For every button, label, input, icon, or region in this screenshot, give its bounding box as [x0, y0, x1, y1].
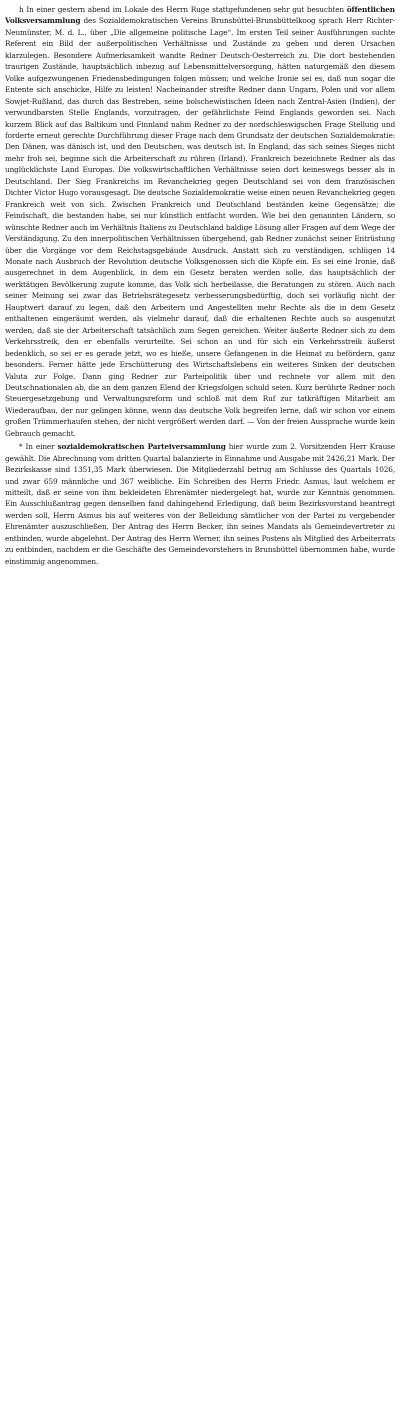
headline-phrase: sozialdemokratischen Parteiversammlung [57, 442, 226, 452]
text-segment: des Sozialdemokratischen Vereins Brunsbüttel-Brunsbüttelkoog sprach Herr Richter-Neumünster, M. d. L., über „Die allgemeine politische Lage“. Im ersten Teil seiner Ausführungen suchte Referent ein Bild der außerpolitischen Verhältnisse und Zustände zu geben und deren Ursachen klarzulegen. Besondere Aufmerksamkeit wandte Redner Deutsch-Oesterreich zu. Die dort bestehenden traurigen Zustände, hauptsächlich inbezug auf Lebensmittelversorgung, hätten naturgemäß den diesem Volke aufgezwungenen Friedensbedingungen folgen müssen; und welche Ironie sei es, daß nun sogar die Entente sich anschicke, Hilfe zu leisten! Nacheinander streifte Redner dann Ungarn, Polen und vor allem Sowjet-Rußland, das durch das Bestreben, seine bolschewistischen Ideen nach Zentral-Asien (Indien), der verwundbarsten Stelle Englands, vorzutragen, der gefährlichste Feind Englands geworden sei. Nach kurzem Blick auf das Baltikum und Finnland nahm Redner zu der nordschleswigschen Frage Stellung und forderte erneut gerechte Durchführung dieser Frage nach dem Grundsatz der deutschen Sozialdemokratie: Den Dänen, was dänisch ist, und den Deutschen, was deutsch ist. In England, das sich seines Sieges nicht mehr froh sei, beginne sich die Arbeiterschaft zu rühren (Irland). Frankreich bezeichnete Redner als das unglücklichste Land Europas. Die volkswirtschaftlichen Verhältnisse seien dort keineswegs besser als in Deutschland. Der Sieg Frankreichs im Revanchekrieg gegen Deutschland sei von dem französischen Dichter Victor Hugo vorausgesagt. Die deutsche Sozialdemokratie weise einen neuen Revanchekrieg gegen Frankreich weit von sich. Zwischen Frankreich und Deutschland beständen keine Gegensätze; die Feindschaft, die bestanden habe, sei nur künstlich entfacht worden. Wie bei den genannten Ländern, so wünschte Redner auch im Verhältnis Italiens zu Deutschland baldige Lösung aller Fragen auf dem Wege der Verständigung. Zu den innerpolitischen Verhältnissen übergehend, gab Redner zunächst seiner Entrüstung über die Vorgänge vor dem Reichstagsgebäude Ausdruck. Anstatt sich zu verständigen, schlügen 14 Monate nach Ausbruch der Revolution deutsche Volksgenossen sich die Köpfe ein. Es sei eine Ironie, daß ausgerechnet in dem Augenblick, in dem ein Gesetz beraten werden solle, das hauptsächlich der werktätigen Bevölkerung zugute komme, das Volk sich herbeilasse, die Beratungen zu stören. Auch nach seiner Meinung sei zwar das Betriebsrätegesetz verbesserungsbedürftig, doch sei vorläufig nicht der Hauptwert darauf zu legen, daß den Arbeitern und Angestellten mehr Rechte als die in dem Gesetz enthaltenen eingeräumt werden, als vielmehr darauf, daß die erhaltenen Rechte auch so ausgenutzt werden, daß sie der Arbeiterschaft tatsächlich zum Segen gereichen. Weiter äußerte Redner sich zu dem Verkehrsstreik, den er ebenfalls verurteilte. Sei schon an und für sich ein Verkehrsstreik äußerst bedenklich, so sei er es gerade jetzt, wo es hieße, unsere Gefangenen in die Heimat zu befördern, ganz besonders. Ferner hätte jede Erschütterung des Wirtschaftslebens ein weiteres Sinken der deutschen Valuta zur Folge. Dann ging Redner zur Parteipolitik über und rechnete vor allem mit den Deutschnationalen ab, die an dem ganzen Elend der Kriegsfolgen schuld seien. Kurz berührte Redner noch Steuergesetzgebung und Verwaltungsreform und schloß mit dem Ruf zur tatkräftigen Mitarbeit am Wiederaufbau, der nur gelingen könne, wenn das deutsche Volk begreifen lerne, daß wir schon vor einem großen Trümmerhaufen stehen, der nicht vergrößert werden darf. — Von der freien Aussprache wurde kein Gebrauch gemacht. [5, 16, 395, 438]
report-parteiversammlung [5, 441, 395, 567]
text-segment: hier wurde zum 2. Vorsitzenden Herr Krause gewählt. Die Abrechnung vom dritten Quartal balanzierte in Einnahme und Ausgabe mit 2426,21 Mark. Der Bezirkskasse sind 1351,35 Mark überwiesen. Die Mitgliederzahl betrug am Schlusse des Quartals 1026, und zwar 659 männliche und 367 weibliche. Ein Schreiben des Herrn Friedr. Asmus, laut welchem er mitteilt, daß er seine von ihm bekleideten Ehrenämter niedergelegt hat, wurde zur Kenntnis genommen. Ein Ausschlußantrag gegen denselben fand dahingehend Erledigung, daß beim Bezirksvorstand beantregt werden soll, Herrn Asmus bis auf weiteres von der Belleidung sämtlicher von der Partei zu vergebender Ehrenämter auszuschließen. Der Antrag des Herrn Becker, ihn seines Mandats als Gemeindevertreter zu entbinden, wurde abgelehnt. Der Antrag des Herrn Werner, ihn seines Postens als Mitglied des Arbeiterrats zu entbinden, nachdem er die Geschäfte des Gemeindevorstehers in Brunsbüttel übernommen habe, wurde einstimmig angenommen. [5, 442, 395, 566]
text-segment: * In einer [19, 442, 58, 452]
text-segment: h In einer gestern abend im Lokale des Herrn Ruge stattgefundenen sehr gut besuchten [19, 5, 347, 14]
headline-phrase: öffentlichen Volksversammlung [5, 5, 395, 26]
report-volksversammlung [5, 4, 395, 439]
